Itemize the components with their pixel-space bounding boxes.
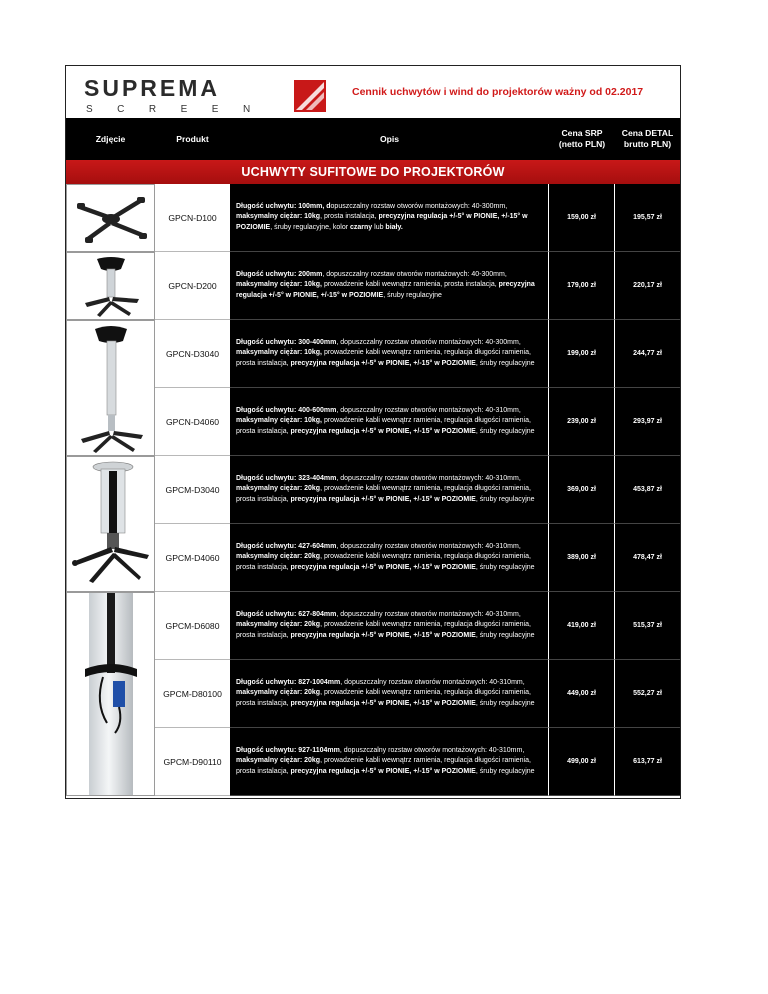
- description-bold-run: maksymalny ciężar: 20kg: [236, 757, 321, 765]
- description-run: , śruby regulacyjne, kolor: [270, 223, 350, 231]
- description-run: , śruby regulacyjne: [475, 631, 535, 639]
- description-run: lub: [372, 223, 386, 231]
- description-run: , prosta instalacja,: [320, 213, 379, 221]
- price-srp: 389,00 zł: [549, 524, 615, 592]
- description-bold-run: Długość uchwytu: 827-1004mm: [236, 678, 341, 686]
- description-run: , prowadzenie kabli wewnątrz ramienia, regulacja długości ramienia, prosta instalacja,: [236, 553, 531, 571]
- description-bold-run: biały.: [385, 223, 403, 231]
- description-run: , śruby regulacyjne: [475, 563, 535, 571]
- product-code: GPCN-D4060: [155, 388, 230, 456]
- description-bold-run: maksymalny ciężar: 20kg: [236, 689, 321, 697]
- product-description: [230, 592, 549, 660]
- col-header-description: Opis: [379, 133, 400, 144]
- product-description: [230, 320, 549, 388]
- product-code: GPCM-D3040: [155, 456, 230, 524]
- product-code: GPCN-D200: [155, 252, 230, 320]
- description-run: , dopuszczalny rozstaw otworów montażowych: 40-310mm,: [340, 678, 525, 686]
- logo-mark-icon: [294, 80, 326, 112]
- price-detal: 552,27 zł: [615, 660, 680, 728]
- product-description: [230, 388, 549, 456]
- price-detal: 293,97 zł: [615, 388, 680, 456]
- description-bold-run: precyzyjna regulacja +/-5° w PIONIE, +/-15° w POZIOMIE: [236, 213, 528, 231]
- description-bold-run: czarny: [350, 223, 373, 231]
- description-bold-run: maksymalny ciężar: 10kg: [236, 213, 321, 221]
- description-run: , śruby regulacyjne: [475, 767, 535, 775]
- description-run: , dopuszczalny rozstaw otworów montażowych: 40-310mm,: [336, 406, 521, 414]
- description-run: , dopuszczalny rozstaw otworów montażowych: 40-300mm,: [322, 270, 507, 278]
- description-bold-run: maksymalny ciężar: 20kg: [236, 621, 321, 629]
- price-srp: 419,00 zł: [549, 592, 615, 660]
- product-code: GPCM-D6080: [155, 592, 230, 660]
- description-bold-run: Długość uchwytu: 427-604mm: [236, 542, 337, 550]
- table-row: [66, 184, 680, 252]
- col-header-detal-price: Cena DETAL brutto PLN): [621, 128, 674, 149]
- description-run: prowadzenie kabli wewnątrz ramienia, regulacja długości ramienia, prosta instalacja,: [236, 417, 531, 435]
- price-srp: 239,00 zł: [549, 388, 615, 456]
- description-bold-run: precyzyjna regulacja +/-5° w PIONIE, +/-15° w POZIOMIE: [290, 359, 476, 367]
- description-run: , prowadzenie kabli wewnątrz ramienia, regulacja długości ramienia, prosta instalacja,: [236, 485, 531, 503]
- column-header-row: [66, 118, 680, 160]
- description-bold-run: maksymalny ciężar: 10kg,: [236, 349, 322, 357]
- description-bold-run: precyzyjna regulacja +/-5° w PIONIE, +/-15° w POZIOMIE: [290, 495, 476, 503]
- table-row: [66, 728, 680, 796]
- description-bold-run: Długość uchwytu: 627-804mm: [236, 610, 337, 618]
- price-detal: 515,37 zł: [615, 592, 680, 660]
- price-detal: 478,47 zł: [615, 524, 680, 592]
- product-code: GPCN-D100: [155, 184, 230, 252]
- description-bold-run: Długość uchwytu: 200mm: [236, 270, 323, 278]
- description-bold-run: precyzyjna regulacja +/-5° w PIONIE, +/-15° w POZIOMIE: [290, 631, 476, 639]
- description-bold-run: maksymalny ciężar: 10kg,: [236, 281, 322, 289]
- price-srp: 449,00 zł: [549, 660, 615, 728]
- price-detal: 613,77 zł: [615, 728, 680, 796]
- table-row: [66, 524, 680, 592]
- product-description: [230, 660, 549, 728]
- description-run: , dopuszczalny rozstaw otworów montażowych: 40-310mm,: [336, 542, 521, 550]
- col-header-product: Produkt: [176, 133, 209, 144]
- description-bold-run: precyzyjna regulacja +/-5° w PIONIE, +/-15° w POZIOMIE: [290, 563, 476, 571]
- product-code: GPCN-D3040: [155, 320, 230, 388]
- description-bold-run: Długość uchwytu: 300-400mm: [236, 338, 337, 346]
- description-bold-run: precyzyjna regulacja +/-5° w PIONIE, +/-15° w POZIOMIE: [290, 427, 476, 435]
- price-list-sheet: [65, 65, 681, 799]
- col-header-photo: Zdjęcie: [95, 133, 126, 144]
- description-run: , śruby regulacyjne: [383, 291, 442, 299]
- description-run: , śruby regulacyjne: [475, 427, 535, 435]
- table-row: [66, 252, 680, 320]
- table-row: [66, 456, 680, 524]
- suprema-screen-logo: [84, 74, 346, 116]
- description-run: , prowadzenie kabli wewnątrz ramienia, regulacja długości ramienia, prosta instalacja,: [236, 689, 531, 707]
- description-run: , śruby regulacyjne: [475, 495, 535, 503]
- product-code: GPCM-D90110: [155, 728, 230, 796]
- table-row: [66, 660, 680, 728]
- description-run: , śruby regulacyjne: [475, 699, 535, 707]
- description-run: , prowadzenie kabli wewnątrz ramienia, regulacja długości ramienia, prosta instalacja,: [236, 757, 531, 775]
- description-bold-run: precyzyjna regulacja +/-5° w PIONIE, +/-15° w POZIOMIE: [236, 281, 535, 299]
- description-bold-run: maksymalny ciężar: 10kg,: [236, 417, 322, 425]
- col-header-srp-price: Cena SRP (netto PLN): [558, 128, 606, 149]
- product-description: [230, 184, 549, 252]
- product-description: [230, 728, 549, 796]
- description-run: , dopuszczalny rozstaw otworów montażowych: 40-300mm,: [336, 338, 521, 346]
- price-srp: 159,00 zł: [549, 184, 615, 252]
- description-bold-run: maksymalny ciężar: 20kg: [236, 553, 321, 561]
- description-run: prowadzenie kabli wewnątrz ramienia, regulacja długości ramienia, prosta instalacja,: [236, 349, 531, 367]
- description-run: prowadzenie kabli wewnątrz ramienia, prosta instalacja,: [322, 281, 499, 289]
- description-run: , prowadzenie kabli wewnątrz ramienia, regulacja długości ramienia, prosta instalacja,: [236, 621, 531, 639]
- description-run: , dopuszczalny rozstaw otworów montażowych: 40-310mm,: [339, 746, 525, 754]
- description-bold-run: Długość uchwytu: 100mm, d: [236, 202, 331, 210]
- description-bold-run: precyzyjna regulacja +/-5° w PIONIE, +/-15° w POZIOMIE: [290, 767, 476, 775]
- logo-wordmark: SUPREMA: [84, 75, 221, 101]
- description-run: opuszczalny rozstaw otworów montażowych: 40-300mm,: [330, 202, 508, 210]
- product-description: [230, 252, 549, 320]
- product-code: GPCM-D80100: [155, 660, 230, 728]
- description-bold-run: Długość uchwytu: 400-600mm: [236, 406, 337, 414]
- table-row: [66, 592, 680, 660]
- product-description: [230, 456, 549, 524]
- logo-subtitle: SCREEN: [86, 104, 275, 115]
- description-bold-run: precyzyjna regulacja +/-5° w PIONIE, +/-15° w POZIOMIE: [290, 699, 476, 707]
- header-row: [66, 66, 680, 118]
- description-run: , dopuszczalny rozstaw otworów montażowych: 40-310mm,: [336, 610, 521, 618]
- price-srp: 369,00 zł: [549, 456, 615, 524]
- table-row: [66, 320, 680, 388]
- product-description: [230, 524, 549, 592]
- description-run: , dopuszczalny rozstaw otworów montażowych: 40-310mm,: [336, 474, 521, 482]
- section-title: UCHWYTY SUFITOWE DO PROJEKTORÓW: [66, 160, 680, 184]
- price-srp: 199,00 zł: [549, 320, 615, 388]
- price-srp: 179,00 zł: [549, 252, 615, 320]
- description-run: , śruby regulacyjne: [475, 359, 535, 367]
- price-srp: 499,00 zł: [549, 728, 615, 796]
- document-title: Cennik uchwytów i wind do projektorów ważny od 02.2017: [352, 86, 644, 98]
- product-code: GPCM-D4060: [155, 524, 230, 592]
- product-table: [66, 184, 680, 796]
- price-detal: 195,57 zł: [615, 184, 680, 252]
- price-detal: 220,17 zł: [615, 252, 680, 320]
- table-row: [66, 388, 680, 456]
- description-bold-run: Długość uchwytu: 927-1104mm: [236, 746, 340, 754]
- description-bold-run: maksymalny ciężar: 20kg: [236, 485, 321, 493]
- description-bold-run: Długość uchwytu: 323-404mm: [236, 474, 337, 482]
- price-detal: 453,87 zł: [615, 456, 680, 524]
- price-detal: 244,77 zł: [615, 320, 680, 388]
